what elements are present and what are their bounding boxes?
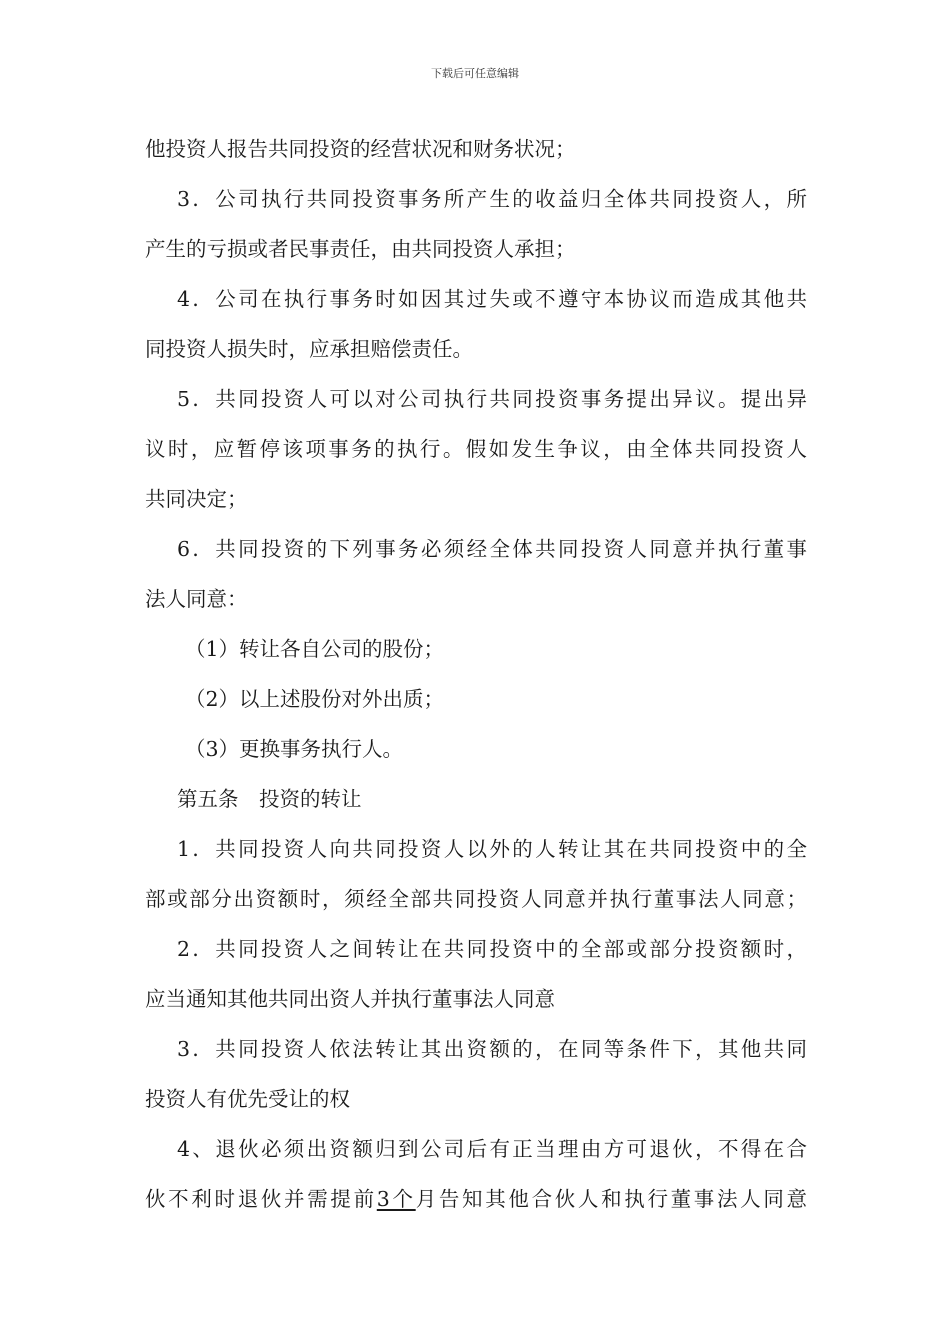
paragraph-line: 4、退伙必须出资额归到公司后有正当理由方可退伙，不得在合	[177, 1137, 807, 1161]
line-text-start: 伙不利时退伙并需提前	[145, 1187, 377, 1211]
paragraph-line	[145, 1174, 807, 1224]
paragraph-line: 产生的亏损或者民事责任，由共同投资人承担；	[145, 237, 576, 261]
list-item: （1）转让各自公司的股份；	[185, 637, 445, 661]
paragraph-line: 议时，应暂停该项事务的执行。假如发生争议，由全体共同投资人	[145, 437, 807, 461]
paragraph-line: 6．共同投资的下列事务必须经全体共同投资人同意并执行董事	[177, 537, 807, 561]
paragraph-line: 同投资人损失时，应承担赔偿责任。	[145, 337, 473, 361]
paragraph-line: 5．共同投资人可以对公司执行共同投资事务提出异议。提出异	[177, 387, 807, 411]
paragraph-line: 他投资人报告共同投资的经营状况和财务状况；	[145, 137, 576, 161]
underlined-duration: 3个	[376, 1187, 416, 1211]
paragraph-line: 共同决定；	[145, 487, 248, 511]
paragraph-line: 应当通知其他共同出资人并执行董事法人同意	[145, 987, 555, 1011]
paragraph-line: 投资人有优先受让的权	[145, 1087, 350, 1111]
paragraph-line: 3．共同投资人依法转让其出资额的，在同等条件下，其他共同	[177, 1037, 807, 1061]
section-heading: 第五条 投资的转让	[177, 787, 362, 811]
line-text-end: 月告知其他合伙人和执行董事法人同意	[415, 1187, 808, 1211]
paragraph-line: 法人同意：	[145, 587, 248, 611]
list-item: （3）更换事务执行人。	[185, 737, 404, 761]
paragraph-line: 1．共同投资人向共同投资人以外的人转让其在共同投资中的全	[177, 837, 807, 861]
page-header: 下载后可任意编辑	[431, 67, 519, 80]
paragraph-line: 4．公司在执行事务时如因其过失或不遵守本协议而造成其他共	[177, 287, 807, 311]
list-item: （2）以上述股份对外出质；	[185, 687, 445, 711]
document-body	[145, 124, 807, 1224]
paragraph-line: 部或部分出资额时，须经全部共同投资人同意并执行董事法人同意；	[145, 887, 807, 911]
paragraph-line: 2．共同投资人之间转让在共同投资中的全部或部分投资额时，	[177, 937, 807, 961]
paragraph-line: 3．公司执行共同投资事务所产生的收益归全体共同投资人，所	[177, 187, 807, 211]
